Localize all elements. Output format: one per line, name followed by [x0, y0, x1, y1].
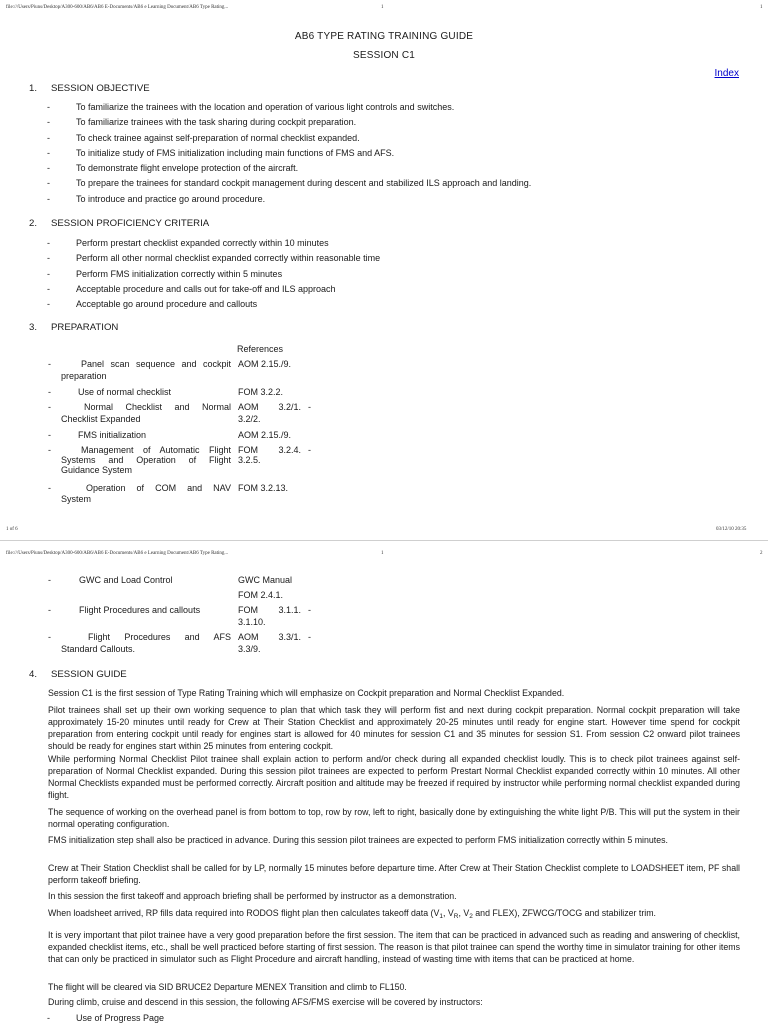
section-title: SESSION OBJECTIVE — [51, 83, 150, 94]
list-item: - To check trainee against self-preparation of normal checklist expanded. — [47, 132, 360, 143]
print-header-path: file:///Users/Piuns/Desktop/A300-600/AB6/AB6 E-Documents/AB6 e Learning Document/AB6 Type Rating... — [6, 551, 229, 556]
guide-paragraph: It is very important that pilot trainee have a very good preparation before the first session. The item that can be practiced in advanced such as reading and answering of checklist, expanded checklist items, etc., shall be well practiced before starting of first session. The reason is that pilot trainee can spend the worthy time in simulator training for other items that can only be practiced in simulator such as Flight Procedure and aircraft handling, instead of wasting time with items that can be practiced at home. — [48, 930, 740, 964]
section-heading-criteria — [29, 218, 209, 229]
document-page-1: file:///Users/Piuns/Desktop/A300-600/AB6/AB6 E-Documents/AB6 e Learning Document/AB6 Type Rating... 1 1 AB6 TYPE RATING TRAINING GUIDE SESSION C1 Index 1. SESSION OBJECTIVE - To familiarize the trainees with the location and operation of various light controls and switches. - To familiarize trainees with the task sharing during cockpit preparation. - To check trainee against self-preparation of normal checklist expanded. - To initialize study of FMS initialization including main functions of FMS and AFS. - To demonstrate flight envelope protection of the aircraft. - To prepare the trainees for standard cockpit management during descent and stabilized ILS approach and landing. - To introduce and practice go around procedure. 2. SESSION PROFICIENCY CRITERIA - Perform prestart checklist expanded correctly within 10 minutes - Perform all other normal checklist expanded correctly within reasonable time - Perform FMS initialization correctly within 5 minutes - Acceptable procedure and calls out for take-off and ILS approach - Acceptable go around procedure and callouts 3. PREPARATION References - Panel scan sequence and cockpit preparation AOM 2.15./9. - Use of normal checklist FOM 3.2.2. - Normal Checklist and Normal Checklist Expanded AOM 3.2/1. 3.2/2. - - FMS initialization AOM 2.15./9. - Management of Automatic Flight Systems and Operation of Flight Guidance System FOM 3.2.4. 3.2.5. - - Operation of COM and NAV System FOM 3.2.13. 1 of 6 03/12/10 20:35 — [0, 0, 768, 541]
print-header-center: 1 — [381, 5, 384, 10]
list-item: - To initialize study of FMS initialization including main functions of FMS and AFS. — [47, 147, 395, 158]
section-heading-preparation — [29, 322, 118, 333]
list-item: - To prepare the trainees for standard cockpit management during descent and stabilized ILS approach and landing. — [47, 178, 532, 189]
list-item: - Perform FMS initialization correctly within 5 minutes — [47, 268, 283, 279]
print-header-page-number: 2 — [760, 551, 763, 556]
section-heading-objective — [29, 83, 150, 94]
section-title: PREPARATION — [51, 322, 119, 333]
document-title: AB6 TYPE RATING TRAINING GUIDE — [294, 31, 474, 42]
print-header-center: 1 — [381, 551, 384, 556]
section-number: 2. — [29, 218, 38, 229]
document-page-2: file:///Users/Piuns/Desktop/A300-600/AB6/AB6 E-Documents/AB6 e Learning Document/AB6 Type Rating... 1 2 - GWC and Load Control GWC Manual FOM 2.4.1. - Flight Procedures and callouts FOM 3.1.1. 3.1.10. - - Flight Procedures and AFS Standard Callouts. AOM 3.3/1. 3.3/9. - 4. SESSION GUIDE Session C1 is the first session of Type Rating Training which will emphasize on Cockpit preparation and Normal Checklist Expanded. Pilot trainees shall set up their own working sequence to plan that which task they will perform fist and next during cockpit preparation. Normal cockpit preparation will take approximately 15-20 minutes until ready for Crew at Their Station Checklist and approximately 20-25 minutes until ready for engine start. However time spend for cockpit preparation from entering cockpit until ready for engines start is allowed for 40 minutes for session C1 and 35 minutes for session S1. From session C2 onward pilot trainees should be ready for engines start within 25 minutes from entering cockpit. While performing Normal Checklist Pilot trainee shall explain action to perform and/or check during all expanded checklist loudly. This is to check pilot trainees against self-preparation of Normal Checklist expanded. During this session pilot trainees are expected to perform Prestart Normal Checklist expanded correctly within 10 minutes. All other Normal Checklists expanded must be performed correctly. Aircraft position and altitude may be freezed if required by instructor while performing normal checklist expanded during flight. The sequence of working on the overhead panel is from bottom to top, row by row, left to right, basically done by extinguishing the white light P/B. This will put the system in their normal operating configuration. FMS initialization step shall also be practiced in advance. During this session pilot trainees are expected to perform FMS initialization correctly within 5 minutes. Crew at Their Station Checklist shall be called for by LP, normally 15 minutes before departure time. After Crew at Their Station Checklist complete to LOADSHEET item, PF shall perform takeoff briefing. In this session the first takeoff and approach briefing shall be performed by instructor as a demonstration. When loadsheet arrived, RP fills data required into RODOS flight plan then calculates takeoff data ($V_1$, $V_R$, $V_2$ and FLEX), ZFWCG/TOCG and stabilizer trim. It is very important that pilot trainee have a very good preparation before the first session. The item that can be practiced in advanced such as reading and answering of checklist, expanded checklist items, etc., shall be well practiced before starting of first session. The reason is that pilot trainee can spend the worthy time in simulator training for other items that can only be practiced in simulator such as Flight Procedure and aircraft handling, instead of wasting time with items that can be practiced at home. The flight will be cleared via SID BRUCE2 Departure MENEX Transition and climb to FL150. During climb, cruise and descend in this session, the following AFS/FMS exercise will be covered by instructors: - Use of Progress Page — [0, 541, 768, 1024]
session-title: SESSION C1 — [352, 50, 416, 61]
list-item: - Acceptable procedure and calls out for take-off and ILS approach — [47, 283, 336, 294]
objective-list — [47, 101, 531, 208]
list-item: - To introduce and practice go around procedure. — [47, 193, 266, 204]
takeoff-data-paragraph: When loadsheet arrived, RP fills data required into RODOS flight plan then calculates takeoff data ($V_1$, $V_R$, $V_2$ and FLEX), ZFWCG/TOCG and stabilizer trim. — [48, 908, 656, 920]
guide-paragraph: The sequence of working on the overhead panel is from bottom to top, row by row, left to right, basically done by extinguishing the white light P/B. This will put the system in their normal operating configuration. — [48, 807, 740, 829]
list-item: - Perform all other normal checklist expanded correctly within reasonable time — [47, 253, 381, 264]
section-number: 3. — [29, 322, 38, 333]
section-heading-guide — [29, 669, 127, 680]
print-footer-page-count: 1 of 6 — [6, 527, 18, 532]
print-header-path: file:///Users/Piuns/Desktop/A300-600/AB6/AB6 E-Documents/AB6 e Learning Document/AB6 Type Rating... — [6, 5, 229, 10]
guide-paragraph: Pilot trainees shall set up their own working sequence to plan that which task they will perform fist and next during cockpit preparation. Normal cockpit preparation will take approximately 15-20 minutes until ready for Crew at Their Station Checklist and approximately 20-25 minutes until ready for engine start. However time spend for cockpit preparation from entering cockpit until ready for engines start is allowed for 40 minutes for session C1 and 35 minutes for session S1. From session C2 onward pilot trainees should be ready for engines start within 25 minutes from entering cockpit. — [48, 705, 740, 751]
section-number: 4. — [29, 669, 38, 680]
print-footer-timestamp: 03/12/10 20:35 — [716, 527, 747, 532]
section-number: 1. — [29, 83, 38, 94]
guide-paragraph: FMS initialization step shall also be practiced in advance. During this session pilot trainees are expected to perform FMS initialization correctly within 5 minutes. — [48, 835, 668, 845]
index-link[interactable]: Index — [714, 68, 739, 79]
guide-paragraph: Crew at Their Station Checklist shall be called for by LP, normally 15 minutes before departure time. After Crew at Their Station Checklist complete to LOADSHEET item, PF shall perform takeoff briefing. — [48, 863, 740, 885]
list-item: - Perform prestart checklist expanded correctly within 10 minutes — [47, 238, 329, 248]
criteria-list — [47, 237, 380, 313]
section-title: SESSION PROFICIENCY CRITERIA — [51, 218, 210, 229]
list-item: - Use of Progress Page — [47, 1013, 165, 1023]
list-item: - To demonstrate flight envelope protection of the aircraft. — [47, 163, 299, 174]
list-item: - To familiarize trainees with the task sharing during cockpit preparation. — [47, 117, 357, 128]
guide-paragraph: Session C1 is the first session of Type Rating Training which will emphasize on Cockpit preparation and Normal Checklist Expanded. — [48, 688, 565, 698]
guide-paragraph: In this session the first takeoff and approach briefing shall be performed by instructor as a demonstration. — [48, 891, 457, 901]
list-item: - Acceptable go around procedure and callouts — [47, 299, 258, 310]
section-title: SESSION GUIDE — [51, 669, 127, 680]
references-column-header: References — [237, 344, 284, 354]
list-item: - To familiarize the trainees with the location and operation of various light controls and switches. — [47, 102, 455, 112]
print-header-page-number: 1 — [760, 5, 763, 10]
afs-exercise-list — [47, 1012, 164, 1027]
guide-paragraph: The flight will be cleared via SID BRUCE2 Departure MENEX Transition and climb to FL150. — [48, 982, 407, 992]
guide-paragraph: While performing Normal Checklist Pilot trainee shall explain action to perform and/or check during all expanded checklist loudly. This is to check pilot trainees against self-preparation of Normal Checklist expanded. During this session pilot trainees are expected to perform Prestart Normal Checklist expanded correctly within 10 minutes. All other Normal Checklists expanded must be performed correctly. Aircraft position and altitude may be freezed if required by instructor while performing normal checklist expanded during flight. — [48, 754, 740, 800]
guide-paragraph: During climb, cruise and descend in this session, the following AFS/FMS exercise will be covered by instructors: — [48, 997, 483, 1007]
